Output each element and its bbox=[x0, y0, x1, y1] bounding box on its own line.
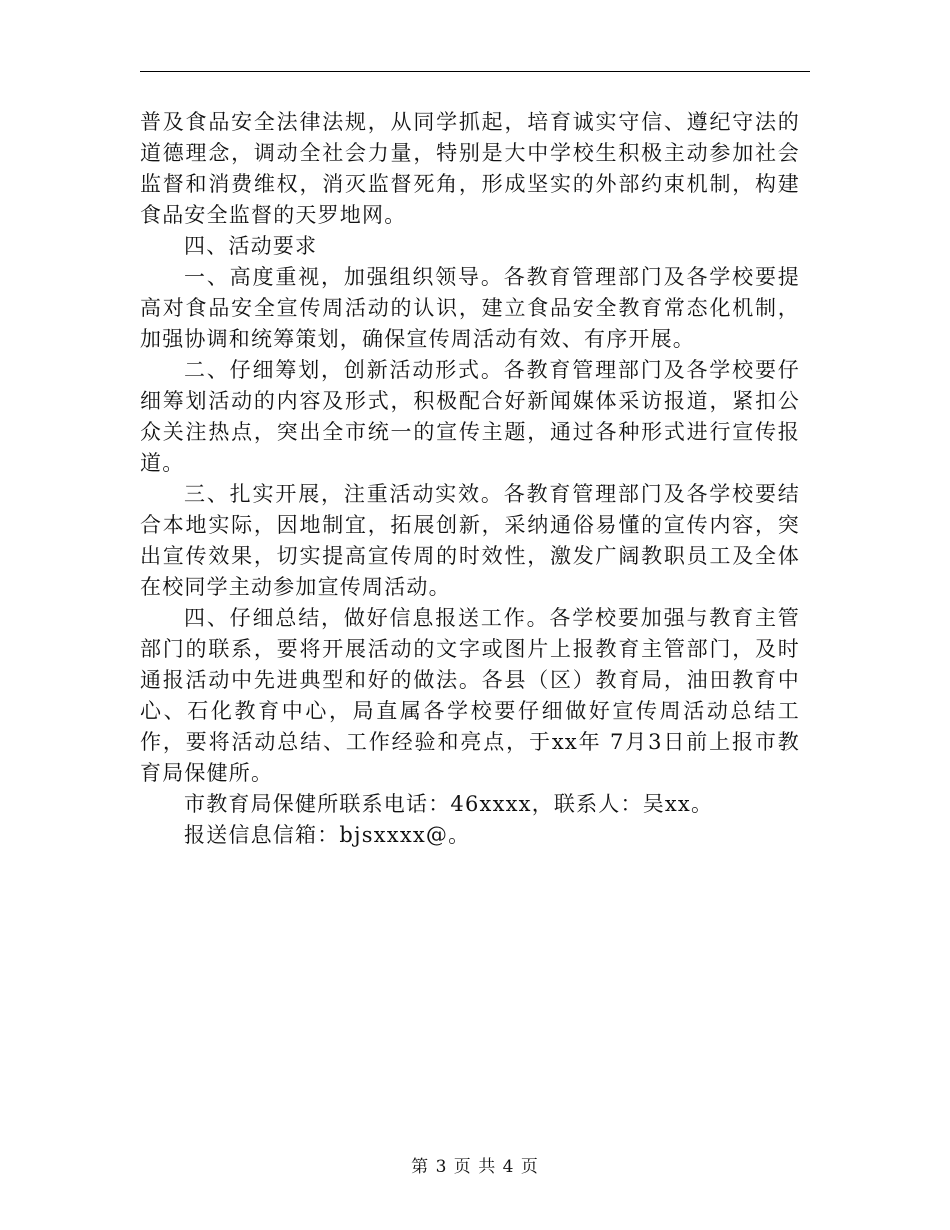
header-rule bbox=[140, 71, 810, 72]
page-number-footer: 第 3 页 共 4 页 bbox=[411, 1157, 539, 1177]
paragraph-requirement-4: 四、仔细总结，做好信息报送工作。各学校要加强与教育主管部门的联系，要将开展活动的文字或图片上报教育主管部门，及时通报活动中先进典型和好的做法。各县（区）教育局，油田教育中心、石化教育中心，局直属各学校要仔细做好宣传周活动总结工作，要将活动总结、工作经验和亮点，于xx年 7月3日前上报市教育局保健所。 bbox=[140, 606, 800, 785]
paragraph-requirement-3: 三、扎实开展，注重活动实效。各教育管理部门及各学校要结合本地实际，因地制宜，拓展创新，采纳通俗易懂的宣传内容，突出宣传效果，切实提高宣传周的时效性，激发广阔教职员工及全体在校同学主动参加宣传周活动。 bbox=[140, 482, 800, 599]
paragraph-requirement-2: 二、仔细筹划，创新活动形式。各教育管理部门及各学校要仔细筹划活动的内容及形式，积极配合好新闻媒体采访报道，紧扣公众关注热点，突出全市统一的宣传主题，通过各种形式进行宣传报道。 bbox=[140, 358, 800, 475]
contact-phone-line: 市教育局保健所联系电话：46xxxx，联系人：吴xx。 bbox=[184, 792, 714, 816]
contact-email-line: 报送信息信箱：bjsxxxx@。 bbox=[184, 823, 471, 847]
section-heading-activity-requirements: 四、活动要求 bbox=[184, 234, 318, 258]
document-body bbox=[140, 107, 800, 851]
paragraph-intro: 普及食品安全法律法规，从同学抓起，培育诚实守信、遵纪守法的道德理念，调动全社会力量，特别是大中学校生积极主动参加社会监督和消费维权，消灭监督死角，形成坚实的外部约束机制，构建食品安全监督的天罗地网。 bbox=[140, 110, 800, 227]
paragraph-requirement-1: 一、高度重视，加强组织领导。各教育管理部门及各学校要提高对食品安全宣传周活动的认识，建立食品安全教育常态化机制，加强协调和统筹策划，确保宣传周活动有效、有序开展。 bbox=[140, 265, 800, 351]
